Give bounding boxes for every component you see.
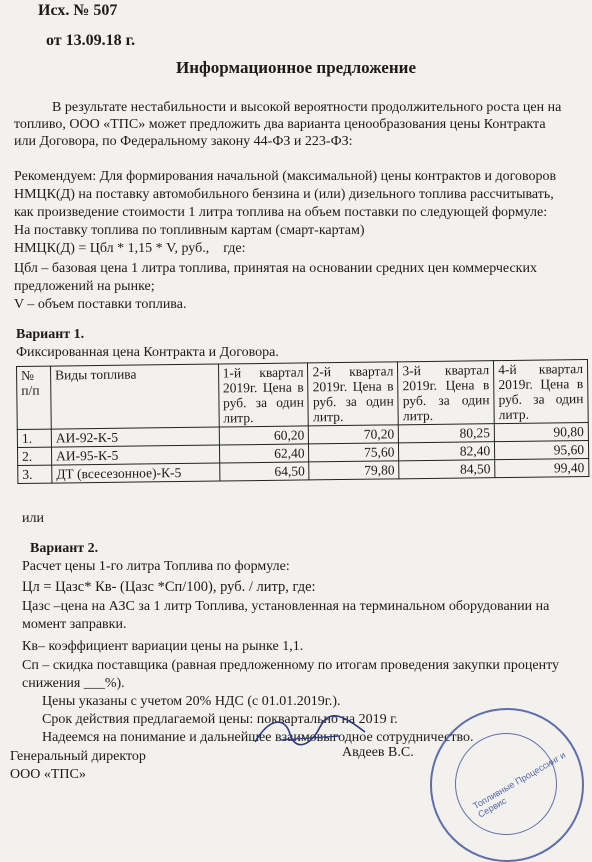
- col-q3-header: 3-й квартал 2019г. Цена в руб. за один литр.: [398, 361, 495, 425]
- variant2-line: момент заправки.: [22, 617, 127, 632]
- recommend-line: НМЦК(Д) на поставку автомобильного бензина и (или) дизельного топлива рассчитывать,: [14, 187, 554, 202]
- price-q3: 80,25: [399, 424, 495, 443]
- variant2-heading: Вариант 2.: [30, 541, 99, 556]
- fuel-type: АИ-92-К-5: [51, 427, 219, 447]
- col-number-header: № п/п: [17, 366, 52, 429]
- recommend-line: как произведение стоимости 1 литра топлива на объем поставки по следующей формуле:: [14, 205, 548, 220]
- variant1-subheading: Фиксированная цена Контракта и Договора.: [16, 345, 279, 360]
- closing-note: Надеемся на понимание и дальнейшее взаимовыгодное сотрудничество.: [42, 730, 474, 745]
- ref-number: Исх. № 507: [38, 2, 118, 19]
- variant2-line: Кв– коэффициент вариации цены на рынке 1,1.: [22, 639, 304, 654]
- document-title: Информационное предложение: [176, 58, 416, 77]
- formula-line: НМЦК(Д) = Цбл * 1,15 * V, руб., где:: [14, 241, 246, 256]
- row-number: 1.: [17, 429, 51, 447]
- price-q4: 99,40: [495, 459, 589, 478]
- recommend-line: V – объем поставки топлива.: [14, 297, 187, 312]
- vat-note: Цены указаны с учетом 20% НДС (с 01.01.2019г.).: [42, 694, 341, 709]
- price-table: [16, 359, 589, 484]
- row-number: 3.: [18, 465, 52, 483]
- intro-line: или Договора, по Федеральному закону 44-ФЗ и 223-ФЗ:: [14, 134, 353, 149]
- stamp-text: Топливные Процессинг и Сервис: [471, 749, 568, 820]
- col-q1-header: 1-й квартал 2019г. Цена в руб. за один литр.: [218, 363, 309, 427]
- price-q2: 79,80: [309, 461, 399, 480]
- variant2-line: снижения ___%).: [22, 676, 125, 691]
- price-q3: 84,50: [399, 460, 495, 479]
- variant2-line: Сп – скидка поставщика (равная предложенному по итогам проведения закупки проценту: [22, 658, 560, 673]
- fuel-type: АИ-95-К-5: [51, 445, 219, 465]
- recommend-line: предложений на рынке;: [14, 279, 155, 294]
- fuel-type: ДТ (всесезонное)-К-5: [52, 463, 220, 483]
- price-q4: 95,60: [495, 441, 589, 460]
- variant2-line: Цазс –цена на АЗС за 1 литр Топлива, установленная на терминальном оборудовании на: [22, 599, 550, 614]
- col-q2-header: 2-й квартал 2019г. Цена в руб. за один литр.: [308, 362, 399, 426]
- recommend-line: На поставку топлива по топливным картам (смарт-картам): [14, 223, 365, 238]
- signatory-position: Генеральный директор: [10, 749, 146, 764]
- intro-line: топливо, ООО «ТПС» может предложить два варианта ценообразования цены Контракта: [14, 117, 546, 132]
- price-q1: 62,40: [219, 444, 309, 463]
- price-q3: 82,40: [399, 442, 495, 461]
- col-fuel-type-header: Виды топлива: [50, 364, 218, 429]
- signatory-company: ООО «ТПС»: [10, 767, 86, 782]
- row-number: 2.: [17, 447, 51, 465]
- ref-date: от 13.09.18 г.: [46, 32, 136, 49]
- variant2-line: Расчет цены 1-го литра Топлива по формуле:: [22, 559, 290, 574]
- price-q2: 70,20: [309, 425, 399, 444]
- signatory-name: Авдеев В.С.: [342, 745, 414, 760]
- validity-note: Срок действия предлагаемой цены: поквартально на 2019 г.: [42, 712, 398, 727]
- recommend-line: Цбл – базовая цена 1 литра топлива, принятая на основании средних цен коммерческих: [14, 261, 537, 276]
- table-header-row: [17, 360, 589, 430]
- price-q4: 90,80: [494, 423, 588, 442]
- price-q2: 75,60: [309, 443, 399, 462]
- price-q1: 60,20: [219, 426, 309, 445]
- or-text: или: [22, 511, 44, 526]
- col-q4-header: 4-й квартал 2019г. Цена в руб. за один литр.: [494, 360, 589, 424]
- price-q1: 64,50: [219, 462, 309, 481]
- variant1-heading: Вариант 1.: [16, 327, 85, 342]
- price-formula: Цл = Цазс* Кв- (Цазс *Сп/100), руб. / литр, где:: [22, 579, 316, 595]
- intro-line: В результате нестабильности и высокой вероятности продолжительного роста цен на: [52, 100, 562, 115]
- recommend-line: Рекомендуем: Для формирования начальной (максимальной) цены контрактов и договоров: [14, 169, 557, 184]
